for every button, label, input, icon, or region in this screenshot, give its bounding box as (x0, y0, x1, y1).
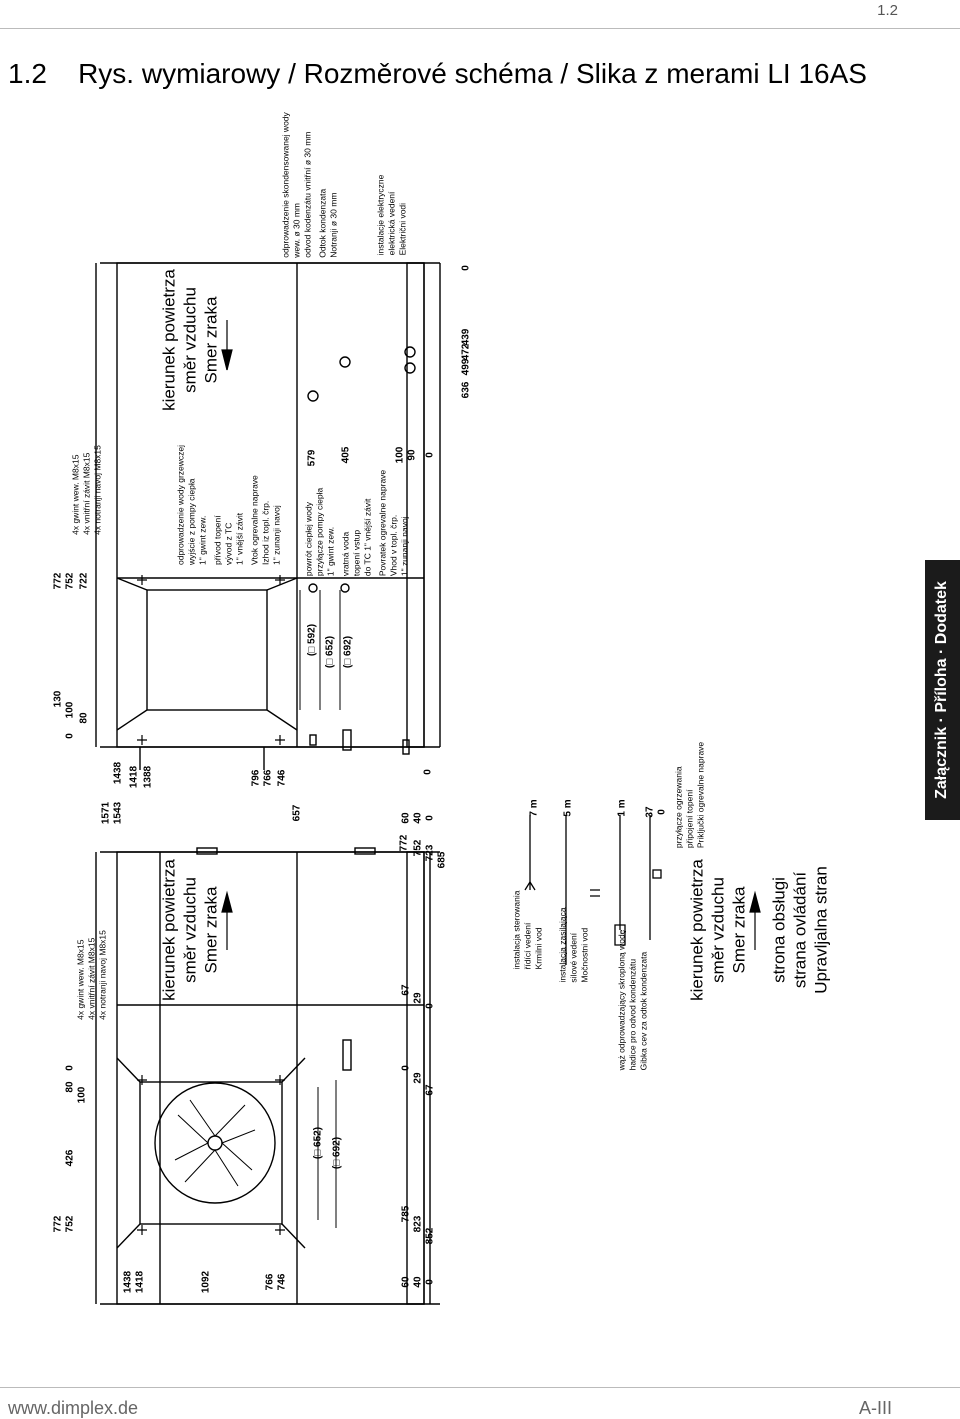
dim-0-misc: 0 (656, 809, 668, 815)
dim-852: 852 (424, 1227, 436, 1245)
dim-0-rt: 0 (64, 733, 76, 739)
dim-60-b: 60 (400, 1276, 412, 1288)
power-install-note: instalacja zasilająca silové vedení Močnostni vod (557, 907, 590, 983)
dim-100: 100 (64, 701, 76, 719)
dim-752b: 752 (412, 839, 424, 857)
dim-100-tl: 100 (76, 1086, 88, 1104)
dim-499: 499 (460, 358, 472, 376)
dim-0-lb: 0 (400, 1065, 412, 1071)
dim-796: 796 (250, 769, 262, 787)
title-number: 1.2 (8, 58, 47, 89)
dim-579: 579 (306, 449, 318, 467)
dim-772: 772 (52, 572, 64, 590)
heat-exchanger-window (147, 590, 267, 710)
fan-circle (155, 1083, 275, 1203)
dim-box-692-r: (□ 692) (342, 635, 354, 669)
dim-0-rb: 0 (422, 769, 434, 775)
dim-0-rb2: 0 (424, 452, 436, 458)
dim-1092: 1092 (200, 1270, 212, 1294)
dim-1438-b: 1438 (122, 1270, 134, 1294)
hose-note: wąż odprowadzający skroploną wodę hadice pro odvod kondenzátu Gibka cev za odtok kondenzata (616, 929, 649, 1071)
dim-0-mb: 0 (424, 1003, 436, 1009)
dim-box-652-r: (□ 652) (324, 635, 336, 669)
dim-box-692-l: (□ 692) (331, 1136, 343, 1170)
dim-439: 439 (460, 328, 472, 346)
dim-1438: 1438 (112, 761, 124, 785)
heating-connection-note: przyłącze ogrzewania připojení topení Priključki ogrevalne naprave (673, 741, 706, 849)
dim-0-rr: 0 (460, 265, 472, 271)
dim-37: 37 (644, 806, 656, 818)
dim-636: 636 (460, 381, 472, 399)
control-install-note: instalacja sterowania řídící vedení Krmilni vod (511, 890, 544, 970)
dim-1543: 1543 (112, 801, 124, 825)
dim-0-b: 0 (424, 1279, 436, 1285)
dim-box-592: (□ 592) (306, 623, 318, 657)
dim-1571: 1571 (100, 801, 112, 825)
dim-405: 405 (340, 446, 352, 464)
footer-page: A-III (858, 1398, 892, 1418)
thread-note-left: 4x gwint wew. M8x15 4x vnitřní závit M8x15 4x notranji navoj M8x15 (75, 930, 108, 1020)
dim-40-b: 40 (412, 1276, 424, 1288)
dim-67-lb: 67 (424, 1084, 436, 1096)
heating-outlet-note: odprowadzenie wody grzewczej wyjście z pompy ciepła 1" gwint zew. přívod topení vývod z TC 1" vnější závit Vtok ogrevalne naprave Izhod iz topl. črp. 1" zunanji navoj (175, 444, 282, 566)
dim-1388: 1388 (142, 765, 154, 789)
dim-1418: 1418 (128, 765, 140, 789)
length-5m: 5 m (562, 799, 574, 817)
dim-766-b: 766 (264, 1273, 276, 1291)
air-direction-right: kierunek powietrza směr vzduchu Smer zraka (159, 269, 221, 411)
service-side-label: strona obsługi strana ovládání Upravljalna stran (769, 866, 831, 994)
dim-box-652-l: (□ 652) (312, 1126, 324, 1160)
air-direction-left: kierunek powietrza směr vzduchu Smer zraka (159, 859, 221, 1001)
dim-752-tl: 752 (64, 1215, 76, 1233)
title-text: Rys. wymiarowy / Rozměrové schéma / Slika z merami LI 16AS (78, 58, 867, 89)
dim-472: 472 (460, 343, 472, 361)
air-direction-legend: kierunek powietrza směr vzduchu Smer zraka (687, 859, 749, 1001)
dim-746: 746 (276, 769, 288, 787)
dim-685: 685 (436, 851, 448, 869)
length-1m: 1 m (616, 799, 628, 817)
appendix-side-tab-label: Załącznik · Příloha · Dodatek (933, 581, 950, 799)
dim-0-tl: 0 (64, 1065, 76, 1071)
dim-823: 823 (412, 1215, 424, 1233)
dim-746-b: 746 (276, 1273, 288, 1291)
condensate-note: odprowadzenie skondensowanej wody wew. ø 30 mm odvod kodenzátu vnitřní ø 30 mm Odtok kondenzata Notranji ø 30 mm (280, 112, 339, 258)
dim-29: 29 (412, 992, 424, 1004)
footer-divider (0, 1387, 960, 1388)
dim-67: 67 (400, 984, 412, 996)
dim-1418-b: 1418 (134, 1270, 146, 1294)
dim-723: 723 (424, 844, 436, 862)
dim-100-rb: 100 (394, 446, 406, 464)
dim-40: 40 (412, 812, 424, 824)
dim-785: 785 (400, 1205, 412, 1223)
dim-60: 60 (400, 812, 412, 824)
heating-return-note: powrót ciepłej wody przyłącze pompy ciepła 1" gwint zew. vratná voda topení vstup do TC 1" vnější závit Povratek ogrevalne naprave Vhod v topl. črp. 1" zunanji navoj (303, 469, 410, 577)
thread-note-right: 4x gwint wew. M8x15 4x vnitřní závit M8x15 4x notranji navoj M8x15 (70, 445, 103, 535)
dim-90: 90 (406, 449, 418, 461)
dim-722: 722 (78, 572, 90, 590)
dim-766: 766 (262, 769, 274, 787)
dim-426: 426 (64, 1149, 76, 1167)
dim-0-lm: 0 (424, 815, 436, 821)
section-number: 1.2 (877, 2, 898, 19)
electrical-note: instalacje elektryczne elektrická vedení Električni vodi (375, 174, 408, 256)
dim-80: 80 (78, 712, 90, 724)
length-7m: 7 m (528, 799, 540, 817)
dim-80-tl: 80 (64, 1081, 76, 1093)
dim-752: 752 (64, 572, 76, 590)
dim-130: 130 (52, 690, 64, 708)
dim-772-tl: 772 (52, 1215, 64, 1233)
dim-29-lb: 29 (412, 1072, 424, 1084)
footer-url[interactable]: www.dimplex.de (8, 1398, 139, 1418)
dim-772b: 772 (398, 834, 410, 852)
dim-657: 657 (291, 804, 303, 822)
